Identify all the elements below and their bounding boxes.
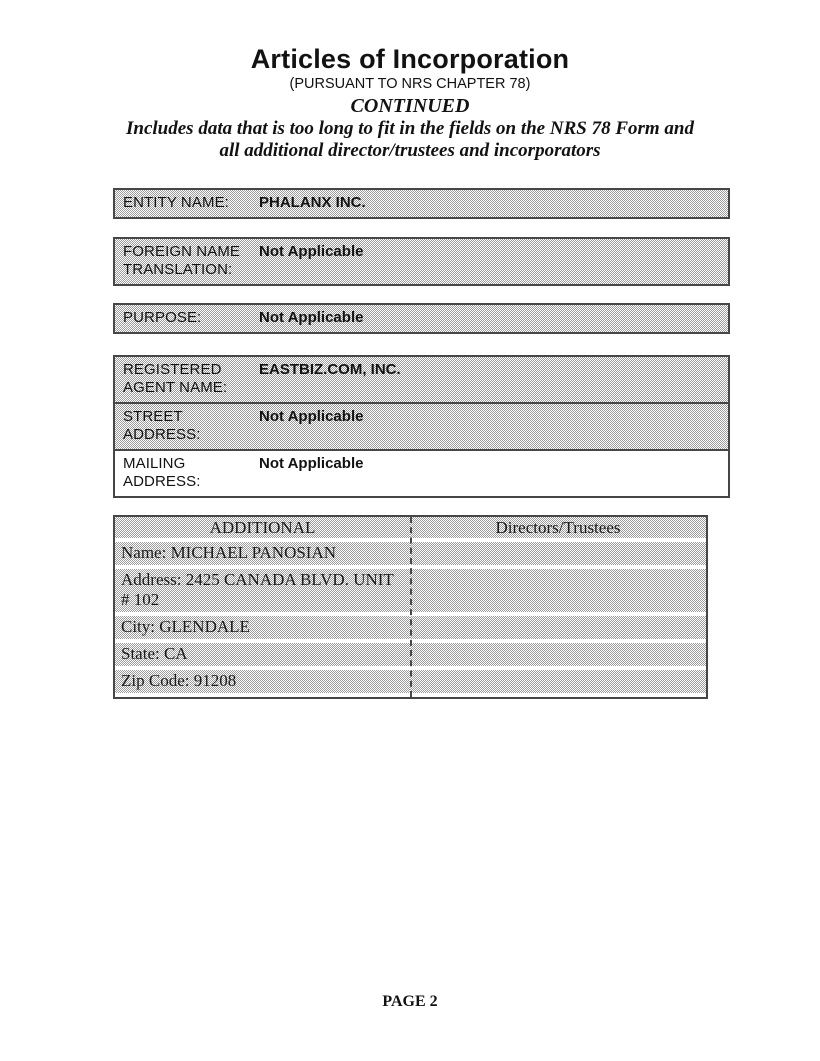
table-column-divider [410,517,412,697]
table-cell-city: City: GLENDALE [115,616,410,639]
registered-agent-value: EASTBIZ.COM, INC. [259,361,401,378]
table-cell-empty [410,569,706,612]
foreign-name-box [113,237,730,286]
table-cell-empty [410,643,706,666]
page-number: PAGE 2 [382,993,438,1010]
mailing-address-label: MAILING ADDRESS: [123,455,201,490]
mailing-address-value: Not Applicable [259,455,364,472]
registered-agent-row [115,357,728,402]
registered-agent-group [113,355,730,498]
entity-name-value: PHALANX INC. [259,194,366,211]
entity-name-row [115,190,728,217]
table-cell-zip: Zip Code: 91208 [115,670,410,693]
purpose-label: PURPOSE: [123,309,202,326]
table-cell-state: State: CA [115,643,410,666]
description-line-1: Includes data that is too long to fit in the fields on the NRS 78 Form and [126,118,694,139]
table-cell-empty [410,670,706,693]
purpose-row [115,305,728,332]
page-title: Articles of Incorporation [250,44,570,74]
mailing-address-row [115,449,728,496]
description-line-2: all additional director/trustees and incorporators [219,139,601,161]
continued-label: CONTINUED [350,95,470,117]
registered-agent-label: REGISTERED AGENT NAME: [123,361,228,396]
entity-name-label: ENTITY NAME: [123,194,229,211]
table-cell-empty [410,616,706,639]
additional-directors-table [113,515,708,699]
street-address-value: Not Applicable [259,408,364,425]
purpose-box [113,303,730,334]
foreign-name-row [115,239,728,284]
foreign-name-label: FOREIGN NAME TRANSLATION: [123,243,241,278]
table-header-additional: ADDITIONAL [115,517,410,538]
entity-name-box [113,188,730,219]
purpose-value: Not Applicable [259,309,364,326]
table-cell-empty [410,542,706,565]
page-subtitle: (PURSUANT TO NRS CHAPTER 78) [289,76,531,92]
street-address-row [115,402,728,449]
table-cell-address: Address: 2425 CANADA BLVD. UNIT # 102 [115,569,410,612]
street-address-label: STREET ADDRESS: [123,408,201,443]
document-header [0,0,820,161]
table-cell-name: Name: MICHAEL PANOSIAN [115,542,410,565]
table-header-directors-trustees: Directors/Trustees [410,517,706,538]
foreign-name-value: Not Applicable [259,243,364,260]
